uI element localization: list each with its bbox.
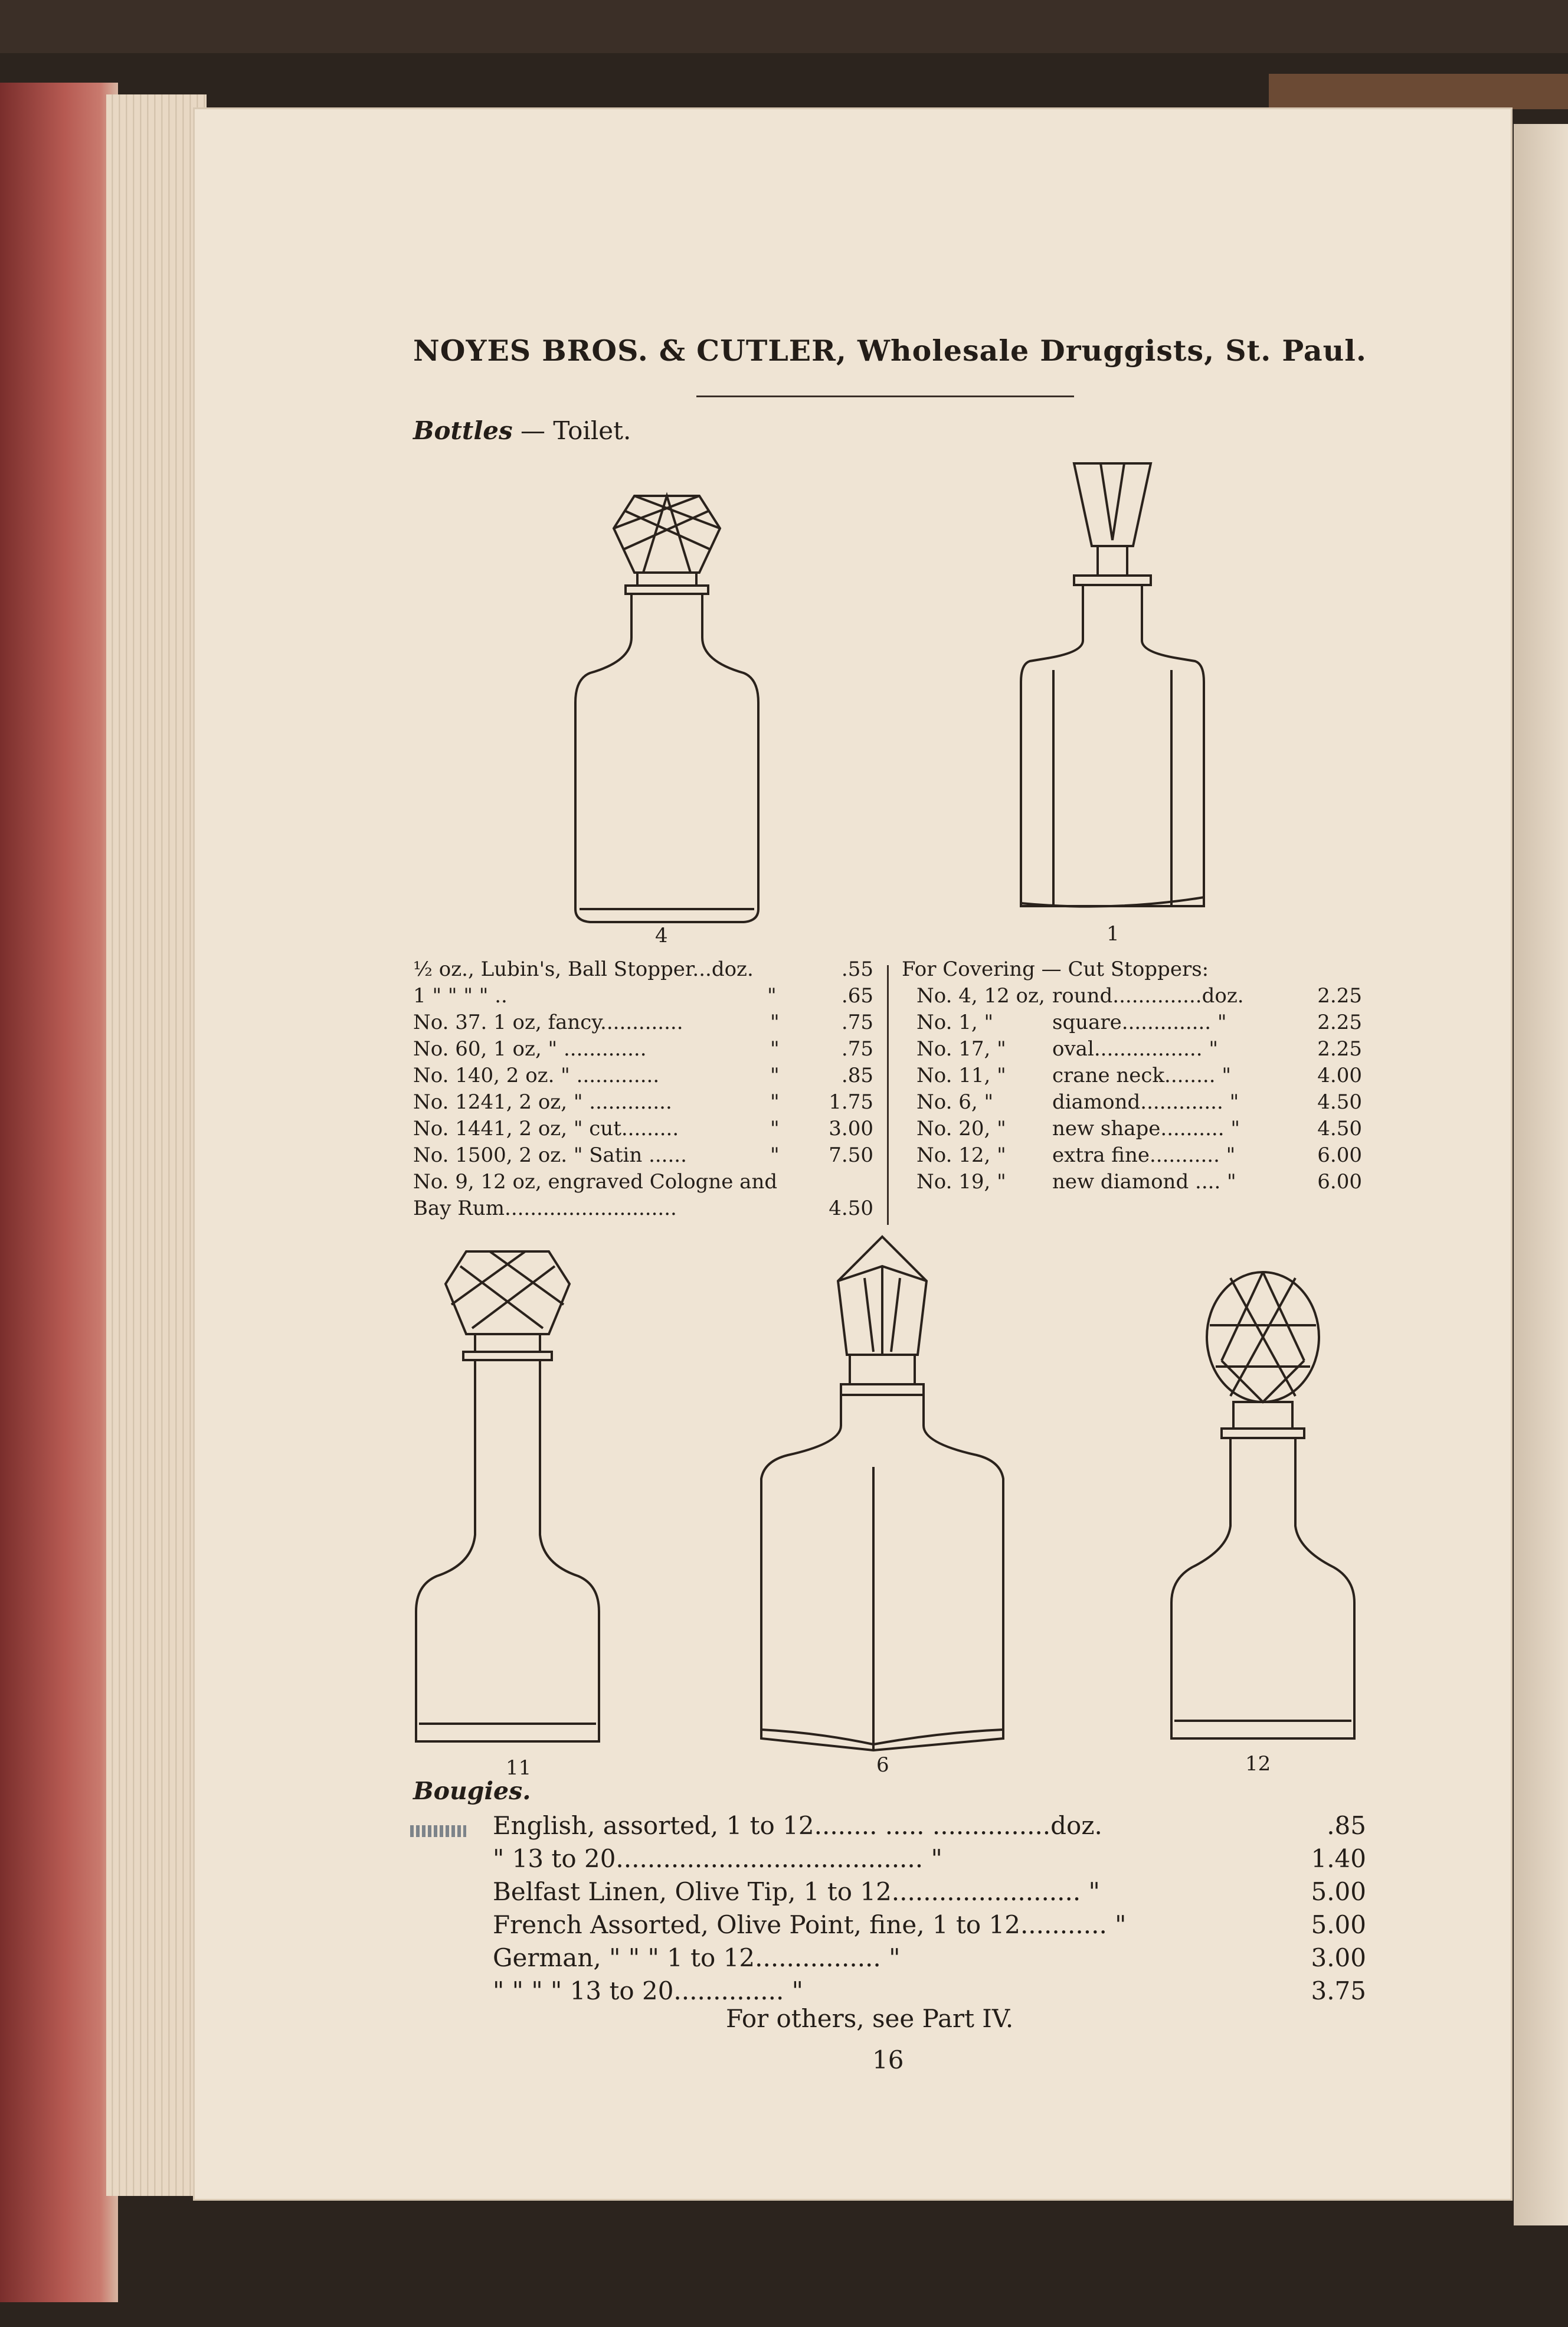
table-row xyxy=(902,1036,1362,1063)
item-price: 4.50 xyxy=(1317,1090,1362,1114)
item-price: 1.75 xyxy=(829,1090,873,1114)
table-row xyxy=(413,1195,873,1222)
bougies-list xyxy=(493,1809,1366,2008)
item-desc: French Assorted, Olive Point, fine, 1 to 12........... " xyxy=(493,1910,1127,1939)
item-desc: No. 1441, 2 oz, " cut......... xyxy=(413,1117,679,1140)
item-price: 6.00 xyxy=(1317,1170,1362,1194)
bottle-illustration-12 xyxy=(1163,1266,1363,1756)
item-desc: Bay Rum........................... xyxy=(413,1197,677,1220)
table-row xyxy=(902,1142,1362,1169)
item-desc: round..............doz. xyxy=(1052,984,1244,1008)
bottle-illustration-11 xyxy=(407,1246,620,1753)
item-desc: English, assorted, 1 to 12........ ..... ...............doz. xyxy=(493,1811,1102,1840)
facing-page-edge xyxy=(1514,124,1568,2225)
table-row xyxy=(413,1169,873,1195)
item-price: .55 xyxy=(841,957,873,981)
item-price: 3.75 xyxy=(1311,1976,1366,2005)
item-desc: No. 37. 1 oz, fancy............. xyxy=(413,1011,683,1034)
item-desc: new diamond .... " xyxy=(1052,1170,1236,1194)
footer-note: For others, see Part IV. xyxy=(726,2004,1014,2033)
table-row xyxy=(413,983,873,1009)
list-item xyxy=(493,1809,1366,1842)
item-price: 5.00 xyxy=(1311,1877,1366,1906)
bottle-illustration-1 xyxy=(1012,457,1213,930)
table-row xyxy=(413,1116,873,1142)
bottle-label-6: 6 xyxy=(876,1753,889,1777)
bottle-illustration-6 xyxy=(752,1231,1012,1756)
table-row xyxy=(902,1063,1362,1089)
item-unit: " xyxy=(770,1090,780,1114)
page-header: NOYES BROS. & CUTLER, Wholesale Druggists, St. Paul. xyxy=(413,334,1367,368)
item-unit: " xyxy=(770,1037,780,1061)
table-row xyxy=(902,1089,1362,1116)
table-row xyxy=(413,1009,873,1036)
section-title-italic: Bottles xyxy=(413,416,513,445)
item-price: 1.40 xyxy=(1311,1844,1366,1873)
item-price: 2.25 xyxy=(1317,1037,1362,1061)
bottle-label-1: 1 xyxy=(1107,922,1119,946)
section-title-rest: — Toilet. xyxy=(512,416,631,445)
item-unit: " xyxy=(770,1117,780,1140)
bougies-title: Bougies. xyxy=(413,1777,531,1805)
item-desc: No. 140, 2 oz. " ............. xyxy=(413,1064,660,1087)
item-price: 3.00 xyxy=(829,1117,873,1140)
item-number: No. 17, " xyxy=(916,1037,1006,1061)
section-title xyxy=(413,416,631,445)
item-desc: " " " " 13 to 20.............. " xyxy=(493,1976,804,2005)
item-price: 3.00 xyxy=(1311,1943,1366,1972)
item-unit: " xyxy=(770,1011,780,1034)
table-row xyxy=(902,1169,1362,1195)
binding-tape xyxy=(1269,74,1568,109)
item-price: 6.00 xyxy=(1317,1143,1362,1167)
table-row xyxy=(413,1089,873,1116)
list-item xyxy=(493,1842,1366,1875)
lubin-bottles-table xyxy=(413,956,873,1222)
item-price: 4.00 xyxy=(1317,1064,1362,1087)
list-item xyxy=(493,1908,1366,1942)
item-price: 4.50 xyxy=(829,1197,873,1220)
cut-stoppers-table xyxy=(902,956,1362,1195)
table-row xyxy=(902,1009,1362,1036)
item-desc: German, " " " 1 to 12................ " xyxy=(493,1943,901,1972)
item-desc: Belfast Linen, Olive Tip, 1 to 12........................ " xyxy=(493,1877,1100,1906)
table-row xyxy=(413,1036,873,1063)
list-item xyxy=(493,1975,1366,2008)
bottle-label-4: 4 xyxy=(655,924,668,947)
item-price: .75 xyxy=(841,1011,873,1034)
item-number: No. 12, " xyxy=(916,1143,1006,1167)
book-edge-red xyxy=(0,83,118,2302)
item-unit: " xyxy=(770,1143,780,1167)
list-item xyxy=(493,1942,1366,1975)
table-heading: For Covering — Cut Stoppers: xyxy=(902,957,1209,981)
item-price: .85 xyxy=(1327,1811,1366,1840)
item-desc: No. 60, 1 oz, " ............. xyxy=(413,1037,647,1061)
item-price: 7.50 xyxy=(829,1143,873,1167)
item-unit: " xyxy=(770,1064,780,1087)
table-row xyxy=(413,956,873,983)
list-item xyxy=(493,1875,1366,1908)
item-desc: crane neck........ " xyxy=(1052,1064,1231,1087)
item-desc: oval................. " xyxy=(1052,1037,1218,1061)
item-price: 2.25 xyxy=(1317,984,1362,1008)
item-price: .85 xyxy=(841,1064,873,1087)
item-number: No. 11, " xyxy=(916,1064,1006,1087)
item-price: 2.25 xyxy=(1317,1011,1362,1034)
item-desc: square.............. " xyxy=(1052,1011,1227,1034)
item-desc: new shape.......... " xyxy=(1052,1117,1240,1140)
item-price: .65 xyxy=(841,984,873,1008)
item-desc: extra fine........... " xyxy=(1052,1143,1236,1167)
page-stack xyxy=(106,94,207,2196)
bottle-label-12: 12 xyxy=(1245,1752,1271,1776)
item-number: No. 19, " xyxy=(916,1170,1006,1194)
column-divider xyxy=(887,965,889,1225)
table-row xyxy=(413,1142,873,1169)
item-desc: No. 9, 12 oz, engraved Cologne and xyxy=(413,1170,778,1194)
ink-mark xyxy=(410,1825,466,1837)
bottle-illustration-4 xyxy=(567,484,767,933)
item-desc: No. 1241, 2 oz, " ............. xyxy=(413,1090,672,1114)
item-desc: 1 " " " " .. xyxy=(413,984,508,1008)
item-number: No. 1, " xyxy=(916,1011,994,1034)
bottle-label-11: 11 xyxy=(506,1756,532,1780)
item-number: No. 20, " xyxy=(916,1117,1006,1140)
item-desc: No. 1500, 2 oz. " Satin ...... xyxy=(413,1143,687,1167)
table-row xyxy=(413,1063,873,1089)
table-row xyxy=(902,983,1362,1009)
item-unit: " xyxy=(767,984,777,1008)
item-price: 4.50 xyxy=(1317,1117,1362,1140)
item-price: 5.00 xyxy=(1311,1910,1366,1939)
table-row xyxy=(902,1116,1362,1142)
item-desc: " 13 to 20....................................... " xyxy=(493,1844,942,1873)
item-desc: diamond............. " xyxy=(1052,1090,1239,1114)
item-price: .75 xyxy=(841,1037,873,1061)
item-desc: ½ oz., Lubin's, Ball Stopper...doz. xyxy=(413,957,754,981)
page-number: 16 xyxy=(872,2045,904,2074)
header-rule xyxy=(696,396,1074,397)
item-number: No. 4, 12 oz, xyxy=(916,984,1045,1008)
item-number: No. 6, " xyxy=(916,1090,994,1114)
